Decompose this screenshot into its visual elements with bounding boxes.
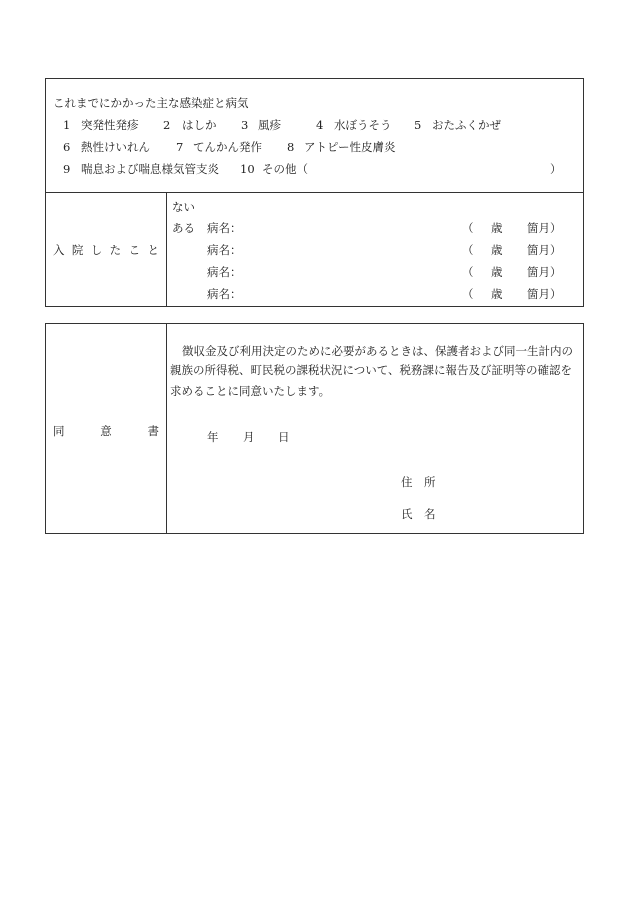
infection-num-2: 2 bbox=[163, 118, 171, 132]
disease-label: 病名： bbox=[207, 243, 242, 257]
age-paren-open: （ bbox=[462, 243, 474, 257]
date-month-label: 月 bbox=[243, 430, 255, 444]
infection-num-1: 1 bbox=[63, 118, 71, 132]
date-year-label: 年 bbox=[207, 430, 219, 444]
age-unit: 歳 bbox=[491, 221, 503, 235]
consent-label-char: 同 bbox=[53, 424, 65, 438]
hospitalization-label bbox=[53, 243, 159, 257]
consent-label bbox=[53, 424, 159, 438]
consent-text-line-2: 親族の所得税、町民税の課税状況について、税務課に報告及び証明等の確認を bbox=[170, 363, 573, 377]
infection-name-9[interactable]: 喘息および喘息様気管支炎 bbox=[81, 162, 219, 176]
column-divider bbox=[166, 192, 167, 307]
hospitalization-none-option[interactable]: ない bbox=[172, 200, 195, 214]
infection-num-6: 6 bbox=[63, 140, 71, 154]
address-label: 住 所 bbox=[401, 475, 436, 489]
infection-num-9: 9 bbox=[63, 162, 71, 176]
infection-name-4[interactable]: 水ぼうそう bbox=[334, 118, 392, 132]
infection-name-10[interactable]: その他（ bbox=[262, 162, 308, 176]
disease-label: 病名： bbox=[207, 287, 242, 301]
hospitalization-label-char: 院 bbox=[71, 243, 84, 257]
date-day-label: 日 bbox=[278, 430, 290, 444]
infection-name-1[interactable]: 突発性発疹 bbox=[81, 118, 139, 132]
age-unit: 歳 bbox=[491, 243, 503, 257]
consent-label-char: 意 bbox=[100, 424, 112, 438]
infection-name-3[interactable]: 風疹 bbox=[258, 118, 281, 132]
column-divider bbox=[166, 323, 167, 534]
age-unit: 歳 bbox=[491, 265, 503, 279]
age-paren-open: （ bbox=[462, 221, 474, 235]
infection-num-10: 10 bbox=[240, 162, 255, 176]
infection-name-5[interactable]: おたふくかぜ bbox=[432, 118, 501, 132]
age-unit: 歳 bbox=[491, 287, 503, 301]
consent-label-char: 書 bbox=[147, 424, 159, 438]
infections-heading: これまでにかかった主な感染症と病気 bbox=[53, 96, 249, 110]
other-close-paren: ） bbox=[550, 162, 562, 176]
table-divider bbox=[45, 192, 584, 193]
infection-num-3: 3 bbox=[241, 118, 249, 132]
infection-name-2[interactable]: はしか bbox=[182, 118, 217, 132]
hospitalization-label-char: し bbox=[90, 243, 103, 257]
disease-label: 病名： bbox=[207, 221, 242, 235]
infection-num-4: 4 bbox=[316, 118, 324, 132]
infection-num-8: 8 bbox=[287, 140, 295, 154]
infection-num-7: 7 bbox=[176, 140, 184, 154]
month-unit: 箇月） bbox=[527, 221, 562, 235]
age-paren-open: （ bbox=[462, 287, 474, 301]
consent-text-line-3: 求めることに同意いたします。 bbox=[170, 384, 331, 398]
hospitalization-yes-option[interactable]: ある bbox=[172, 221, 195, 235]
hospitalization-label-char: 入 bbox=[53, 243, 65, 257]
hospitalization-label-char: こ bbox=[128, 243, 141, 257]
name-label: 氏 名 bbox=[401, 507, 436, 521]
disease-label: 病名： bbox=[207, 265, 242, 279]
infection-name-8[interactable]: アトピー性皮膚炎 bbox=[304, 140, 396, 154]
month-unit: 箇月） bbox=[527, 243, 562, 257]
consent-text-line-1: 徴収金及び利用決定のために必要があるときは、保護者および同一生計内の bbox=[182, 344, 573, 358]
infection-name-6[interactable]: 熱性けいれん bbox=[81, 140, 150, 154]
month-unit: 箇月） bbox=[527, 287, 562, 301]
hospitalization-label-char: と bbox=[147, 243, 159, 257]
infection-name-7[interactable]: てんかん発作 bbox=[193, 140, 262, 154]
infection-num-5: 5 bbox=[414, 118, 422, 132]
month-unit: 箇月） bbox=[527, 265, 562, 279]
hospitalization-label-char: た bbox=[109, 243, 122, 257]
age-paren-open: （ bbox=[462, 265, 474, 279]
